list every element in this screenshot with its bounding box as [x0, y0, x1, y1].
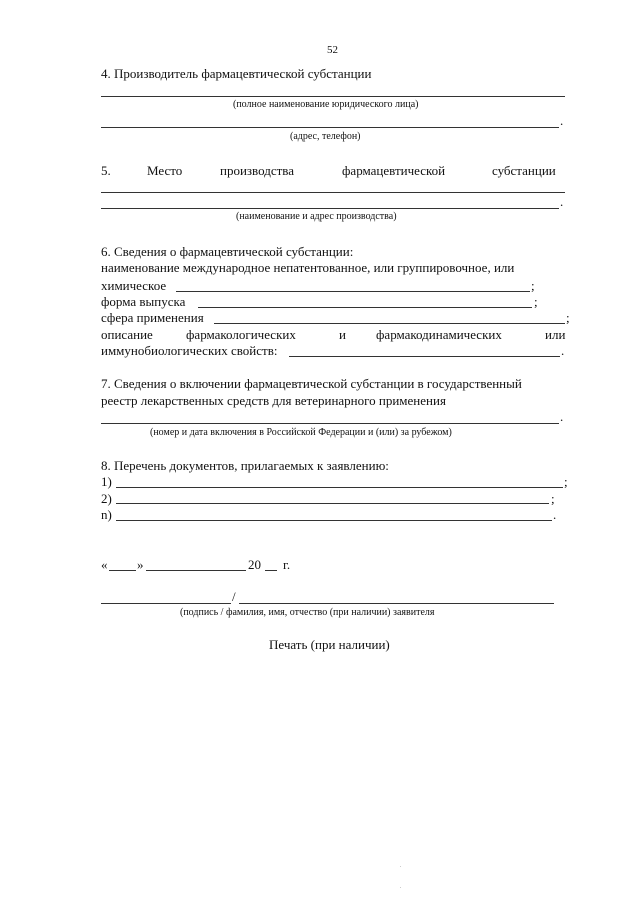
section8-title: 8. Перечень документов, прилагаемых к заявлению: [101, 458, 389, 473]
section6-word-or: или [545, 327, 566, 342]
date-month-line [146, 570, 246, 571]
section6-chemical-line [176, 291, 530, 292]
section6-word-pharmacodynamic: фармакодинамических [376, 327, 502, 342]
date-year-line [265, 570, 277, 571]
section8-item1-semicolon: ; [564, 474, 568, 489]
section7-line [101, 423, 559, 424]
date-close-quote: » [137, 557, 144, 572]
section6-form-label: форма выпуска [101, 294, 186, 309]
section6-scope-line [214, 323, 565, 324]
section8-item1-label: 1) [101, 474, 112, 489]
section6-form-line [198, 307, 532, 308]
section5-word-production: производства [220, 163, 295, 178]
section4-address-line [101, 127, 559, 128]
date-open-quote: « [101, 557, 108, 572]
section6-form-semicolon: ; [534, 294, 538, 309]
section7-caption: (номер и дата включения в Российской Федерации и (или) за рубежом) [150, 427, 452, 438]
date-year-suffix: г. [283, 557, 291, 572]
section5-line-2 [101, 208, 559, 209]
section8-item2-line [116, 503, 549, 504]
date-year-prefix: 20 [248, 557, 261, 572]
section4-address-caption: (адрес, телефон) [290, 131, 361, 142]
section5-line-1 [101, 192, 565, 193]
section8-item1-line [116, 487, 563, 488]
section5-word-place: Место [147, 163, 183, 178]
section6-immuno-line [289, 356, 560, 357]
section6-line1: наименование международное непатентованное, или группировочное, или [101, 260, 515, 275]
signature-caption: (подпись / фамилия, имя, отчество (при наличии) заявителя [180, 607, 435, 618]
section6-word-and: и [339, 327, 346, 342]
section8-itemn-period: . [553, 507, 557, 522]
section7-line2: реестр лекарственных средств для ветеринарного применения [101, 393, 446, 408]
section8-itemn-line [116, 520, 552, 521]
section4-name-line [101, 96, 565, 97]
signature-slash: / [232, 589, 236, 604]
section6-immuno-period: . [561, 343, 565, 358]
section8-item2-semicolon: ; [551, 491, 555, 506]
scan-mark [400, 887, 401, 888]
section5-caption: (наименование и адрес производства) [236, 211, 397, 222]
section6-chemical-label: химическое [101, 278, 167, 293]
section6-immuno-label: иммунобиологических свойств: [101, 343, 278, 358]
section6-title: 6. Сведения о фармацевтической субстанции: [101, 244, 354, 259]
section6-word-pharmacological: фармакологических [186, 327, 296, 342]
date-day-line [109, 570, 136, 571]
section7-line1: 7. Сведения о включении фармацевтической субстанции в государственный [101, 376, 522, 391]
section6-word-description: описание [101, 327, 153, 342]
section6-scope-label: сфера применения [101, 310, 204, 325]
section4-title: 4. Производитель фармацевтической субстанции [101, 66, 372, 81]
section5-word-pharma: фармацевтической [342, 163, 446, 178]
section4-period: . [560, 113, 564, 128]
section8-itemn-label: n) [101, 507, 112, 522]
section6-scope-semicolon: ; [566, 310, 570, 325]
signature-line [101, 603, 231, 604]
section5-number: 5. [101, 163, 111, 178]
scan-mark [400, 866, 401, 867]
section5-period: . [560, 194, 564, 209]
page-number: 52 [327, 44, 338, 56]
section8-item2-label: 2) [101, 491, 112, 506]
section7-period: . [560, 409, 564, 424]
section5-word-substance: субстанции [492, 163, 556, 178]
signature-name-line [239, 603, 554, 604]
section6-chemical-semicolon: ; [531, 278, 535, 293]
stamp-label: Печать (при наличии) [269, 637, 390, 652]
section4-name-caption: (полное наименование юридического лица) [233, 99, 419, 110]
